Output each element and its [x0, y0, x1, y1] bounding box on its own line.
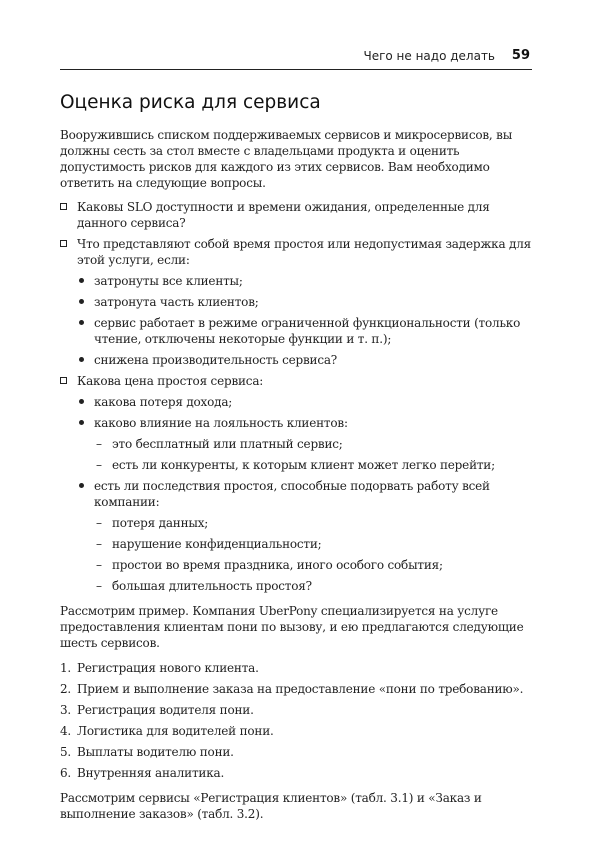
page-body: [60, 127, 532, 822]
dash-bullet-icon: –: [96, 579, 102, 593]
item-number: 6.: [60, 766, 72, 780]
bullet-dot-icon: [79, 483, 84, 488]
question-text: Каковы SLO доступности и времени ожидания, определенные для данного сервиса?: [77, 200, 490, 230]
question-item: [60, 236, 532, 268]
dash-bullet-icon: –: [96, 558, 102, 572]
dash-item: [60, 557, 532, 573]
running-header: [60, 44, 532, 70]
bullet-dot-icon: [79, 320, 84, 325]
question-text: Какова цена простоя сервиса:: [77, 374, 264, 388]
intro-paragraph: Вооружившись списком поддерживаемых сервисов и микросервисов, вы должны сесть за стол вместе с владельцами продукта и оценить допустимость рисков для каждого из этих сервисов. Вам необходимо ответить на следующие вопросы.: [60, 128, 513, 190]
item-text: Регистрация водителя пони.: [77, 703, 254, 717]
bullet-item: [60, 294, 532, 310]
question-text: Что представляют собой время простоя или недопустимая задержка для этой услуги, если:: [77, 237, 532, 267]
item-text: Регистрация нового клиента.: [77, 661, 259, 675]
item-text: Выплаты водителю пони.: [77, 745, 234, 759]
dash-text: потеря данных;: [112, 516, 209, 530]
bullet-item: [60, 415, 532, 431]
bullet-item: [60, 273, 532, 289]
item-text: Прием и выполнение заказа на предоставление «пони по требованию».: [77, 682, 524, 696]
bullet-item: [60, 394, 532, 410]
bullet-dot-icon: [79, 420, 84, 425]
numbered-item: [60, 681, 532, 697]
dash-text: это бесплатный или платный сервис;: [112, 437, 343, 451]
dash-item: [60, 578, 532, 594]
numbered-item: [60, 702, 532, 718]
bullet-text: затронута часть клиентов;: [94, 295, 259, 309]
bullet-text: каково влияние на лояльность клиентов:: [94, 416, 348, 430]
bullet-item: [60, 478, 532, 510]
dash-text: есть ли конкуренты, к которым клиент может легко перейти;: [112, 458, 495, 472]
checkbox-bullet-icon: [60, 203, 67, 210]
item-number: 5.: [60, 745, 72, 759]
bullet-text: есть ли последствия простоя, способные подорвать работу всей компании:: [94, 479, 490, 509]
checkbox-bullet-icon: [60, 240, 67, 247]
dash-text: простои во время праздника, иного особого события;: [112, 558, 443, 572]
bullet-dot-icon: [79, 357, 84, 362]
bullet-dot-icon: [79, 399, 84, 404]
dash-text: нарушение конфиденциальности;: [112, 537, 322, 551]
bullet-text: снижена производительность сервиса?: [94, 353, 338, 367]
section-title: Оценка риска для сервиса: [60, 92, 321, 113]
dash-item: [60, 457, 532, 473]
dash-item: [60, 515, 532, 531]
bullet-text: затронуты все клиенты;: [94, 274, 243, 288]
bullet-text: какова потеря дохода;: [94, 395, 233, 409]
bullet-dot-icon: [79, 278, 84, 283]
dash-item: [60, 536, 532, 552]
numbered-item: [60, 744, 532, 760]
page-number: 59: [511, 48, 530, 63]
dash-bullet-icon: –: [96, 537, 102, 551]
item-text: Логистика для водителей пони.: [77, 724, 274, 738]
bullet-item: [60, 315, 532, 347]
numbered-item: [60, 765, 532, 781]
item-number: 3.: [60, 703, 72, 717]
bullet-item: [60, 352, 532, 368]
closing-paragraph: Рассмотрим сервисы «Регистрация клиентов» (табл. 3.1) и «Заказ и выполнение заказов» (табл. 3.2).: [60, 791, 482, 821]
dash-bullet-icon: –: [96, 437, 102, 451]
dash-item: [60, 436, 532, 452]
item-number: 4.: [60, 724, 72, 738]
checkbox-bullet-icon: [60, 377, 67, 384]
item-number: 1.: [60, 661, 72, 675]
running-title: Чего не надо делать: [363, 49, 495, 63]
dash-bullet-icon: –: [96, 516, 102, 530]
dash-bullet-icon: –: [96, 458, 102, 472]
numbered-item: [60, 723, 532, 739]
example-paragraph: Рассмотрим пример. Компания UberPony специализируется на услуге предоставления клиентам пони по вызову, и ею предлагаются следующие шесть сервисов.: [60, 604, 524, 650]
bullet-text: сервис работает в режиме ограниченной функциональности (только чтение, отключены некоторые функции и т. п.);: [94, 316, 521, 346]
numbered-item: [60, 660, 532, 676]
question-item: [60, 373, 532, 389]
dash-text: большая длительность простоя?: [112, 579, 312, 593]
bullet-dot-icon: [79, 299, 84, 304]
question-item: [60, 199, 532, 231]
item-number: 2.: [60, 682, 72, 696]
item-text: Внутренняя аналитика.: [77, 766, 225, 780]
